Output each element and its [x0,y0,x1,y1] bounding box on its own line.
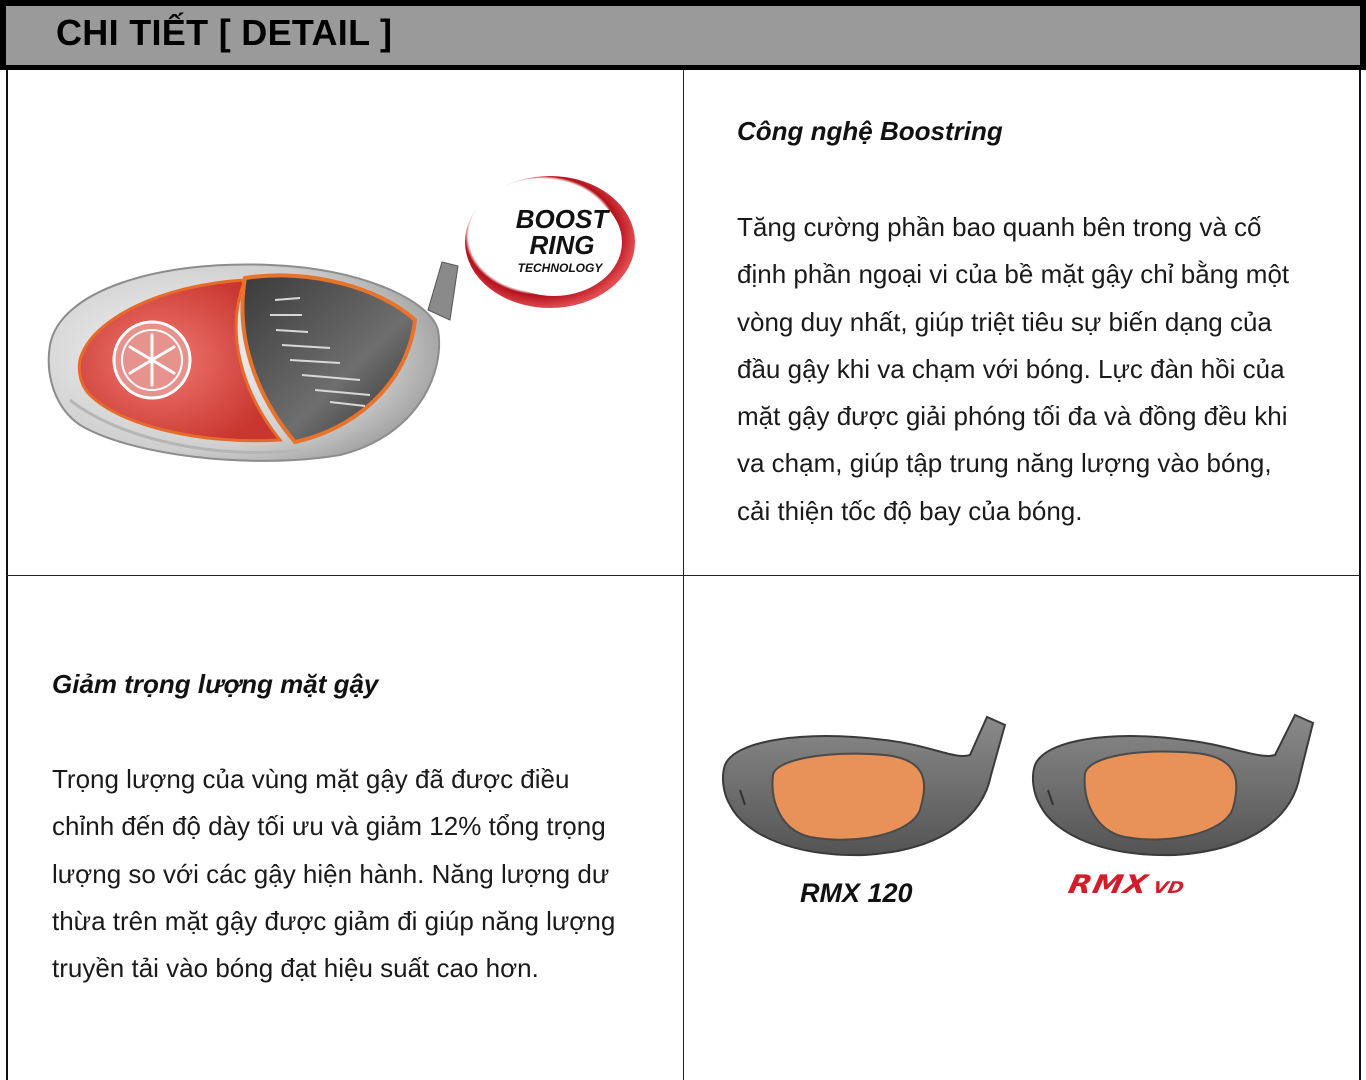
page-title: CHI TIẾT [ DETAIL ] [56,12,393,53]
badge-line-ring: RING [529,230,595,260]
body-line: định phần ngoại vi của bề mặt gậy chỉ bằng một [737,259,1290,290]
section-body-boostring [737,204,1327,535]
body-line: chỉnh đến độ dày tối ưu và giảm 12% tổng trọng [52,811,606,842]
label-rmx-vd-main: RMX [1065,870,1152,900]
body-line: Tăng cường phần bao quanh bên trong và cố [737,212,1262,242]
badge-line-technology: TECHNOLOGY [517,261,603,275]
section-body-face-weight [52,756,652,992]
label-rmx-vd-logo [1066,870,1188,900]
badge-line-boost: BOOST [515,204,609,234]
clubhead-rmx120 [723,717,1005,855]
body-line: truyền tải vào bóng đạt hiệu suất cao hơn. [52,953,539,984]
body-line: thừa trên mặt gậy được giảm đi giúp năng lượng [52,905,616,936]
yamaha-emblem [114,322,190,398]
header-bar [6,6,1360,65]
section-title-boostring: Công nghệ Boostring [737,116,1003,146]
hosel-shape [428,262,458,320]
section-header [0,0,1366,70]
row-divider [6,575,1361,576]
clubhead-rmx-vd [1033,715,1313,855]
body-line: lượng so với các gậy hiện hành. Năng lượng dư [52,858,610,889]
label-rmx-120: RMX 120 [800,878,913,908]
boost-ring-badge [465,176,635,308]
label-rmx-vd-suffix: VD [1151,878,1186,898]
clubhead-comparison-image [715,705,1325,870]
body-line: cải thiện tốc độ bay của bóng. [737,495,1083,526]
body-line: đầu gậy khi va chạm với bóng. Lực đàn hồi của [737,353,1285,384]
body-line: vòng duy nhất, giúp triệt tiêu sự biến dạng của [737,306,1272,337]
driver-head-image [40,170,650,480]
section-title-face-weight: Giảm trọng lượng mặt gậy [52,669,379,699]
body-line: va chạm, giúp tập trung năng lượng vào bóng, [737,448,1272,479]
body-line: mặt gậy được giải phóng tối đa và đồng đều khi [737,401,1288,432]
body-line: Trọng lượng của vùng mặt gậy đã được điều [52,764,570,794]
